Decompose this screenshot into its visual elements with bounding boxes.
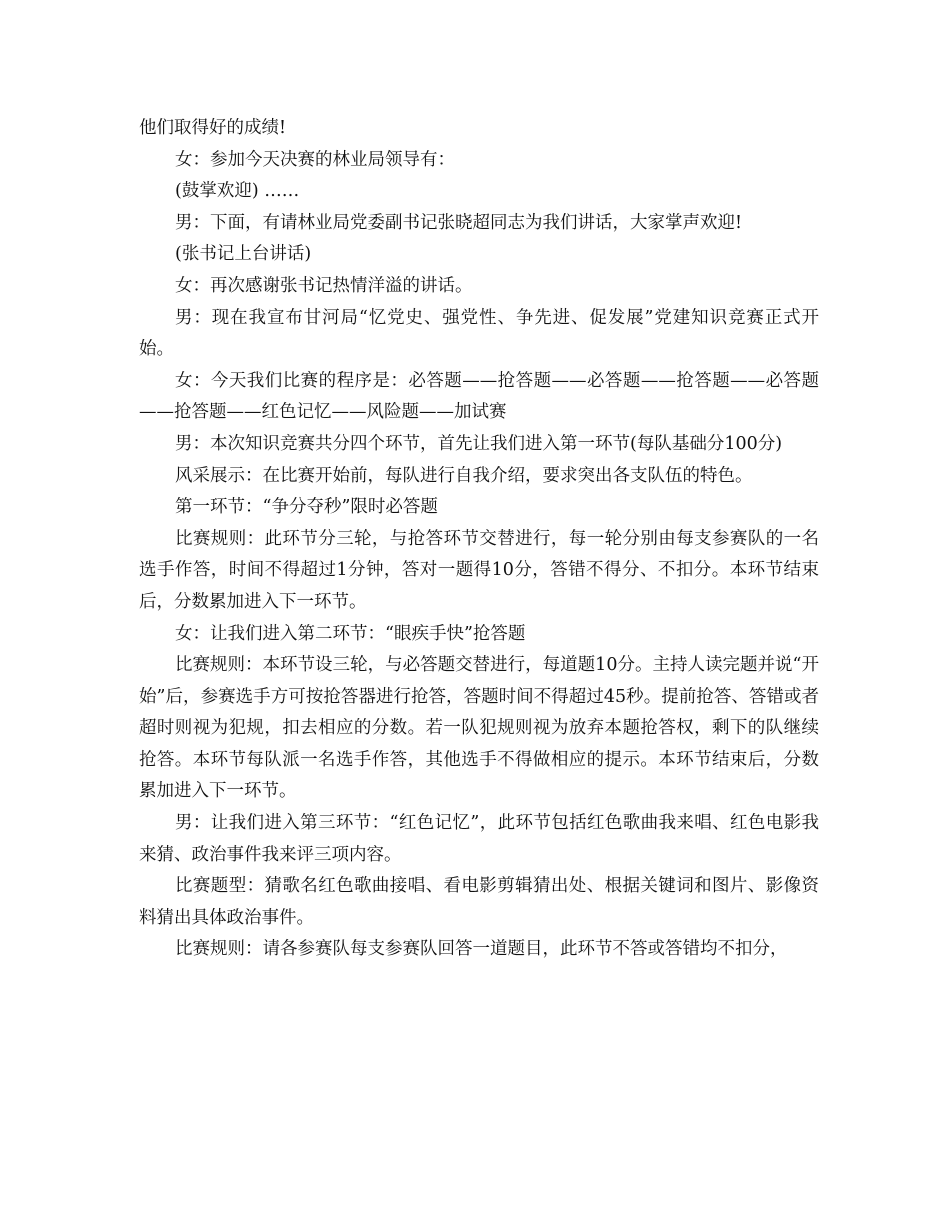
paragraph: 男：现在我宣布甘河局“忆党史、强党性、争先进、促发展”党建知识竞赛正式开始。 xyxy=(139,307,819,360)
document-body xyxy=(139,113,819,966)
section-heading: 第一环节：“争分夺秒”限时必答题 xyxy=(175,497,438,518)
paragraph: (鼓掌欢迎) …… xyxy=(175,181,300,202)
paragraph: 比赛规则：此环节分三轮，与抢答环节交替进行，每一轮分别由每支参赛队的一名选手作答，时间不得超过1分钟，答对一题得10分，答错不得分、不扣分。本环节结束后，分数累加进入下一环节。 xyxy=(139,528,819,612)
paragraph: (张书记上台讲话) xyxy=(175,244,312,265)
paragraph: 比赛规则：请各参赛队每支参赛队回答一道题目，此环节不答或答错均不扣分， xyxy=(175,939,788,960)
paragraph: 男：让我们进入第三环节：“红色记忆”，此环节包括红色歌曲我来唱、红色电影我来猜、政治事件我来评三项内容。 xyxy=(139,813,819,865)
paragraph: 女：再次感谢张书记热情洋溢的讲话。 xyxy=(175,275,473,296)
paragraph: 比赛题型：猜歌名红色歌曲接唱、看电影剪辑猜出处、根据关键词和图片、影像资料猜出具体政治事件。 xyxy=(139,876,819,928)
paragraph: 男：本次知识竞赛共分四个环节，首先让我们进入第一环节(每队基础分100分) xyxy=(175,433,783,454)
paragraph: 风采展示：在比赛开始前，每队进行自我介绍，要求突出各支队伍的特色。 xyxy=(175,465,753,486)
paragraph: 女：参加今天决赛的林业局领导有： xyxy=(175,149,455,170)
paragraph: 女：让我们进入第二环节：“眼疾手快”抢答题 xyxy=(175,623,526,644)
paragraph: 他们取得好的成绩! xyxy=(139,118,287,138)
paragraph: 女：今天我们比赛的程序是：必答题——抢答题——必答题——抢答题——必答题——抢答题——红色记忆——风险题——加试赛 xyxy=(139,370,819,423)
paragraph: 男：下面，有请林业局党委副书记张晓超同志为我们讲话，大家掌声欢迎! xyxy=(175,212,743,233)
paragraph: 比赛规则：本环节设三轮，与必答题交替进行，每道题10分。主持人读完题并说“开始”后，参赛选手方可按抢答器进行抢答，答题时间不得超过45秒。提前抢答、答错或者超时则视为犯规，扣去相应的分数。若一队犯规则视为放弃本题抢答权，剩下的队继续抢答。本环节每队派一名选手作答，其他选手不得做相应的提示。本环节结束后，分数累加进入下一环节。 xyxy=(139,655,819,802)
